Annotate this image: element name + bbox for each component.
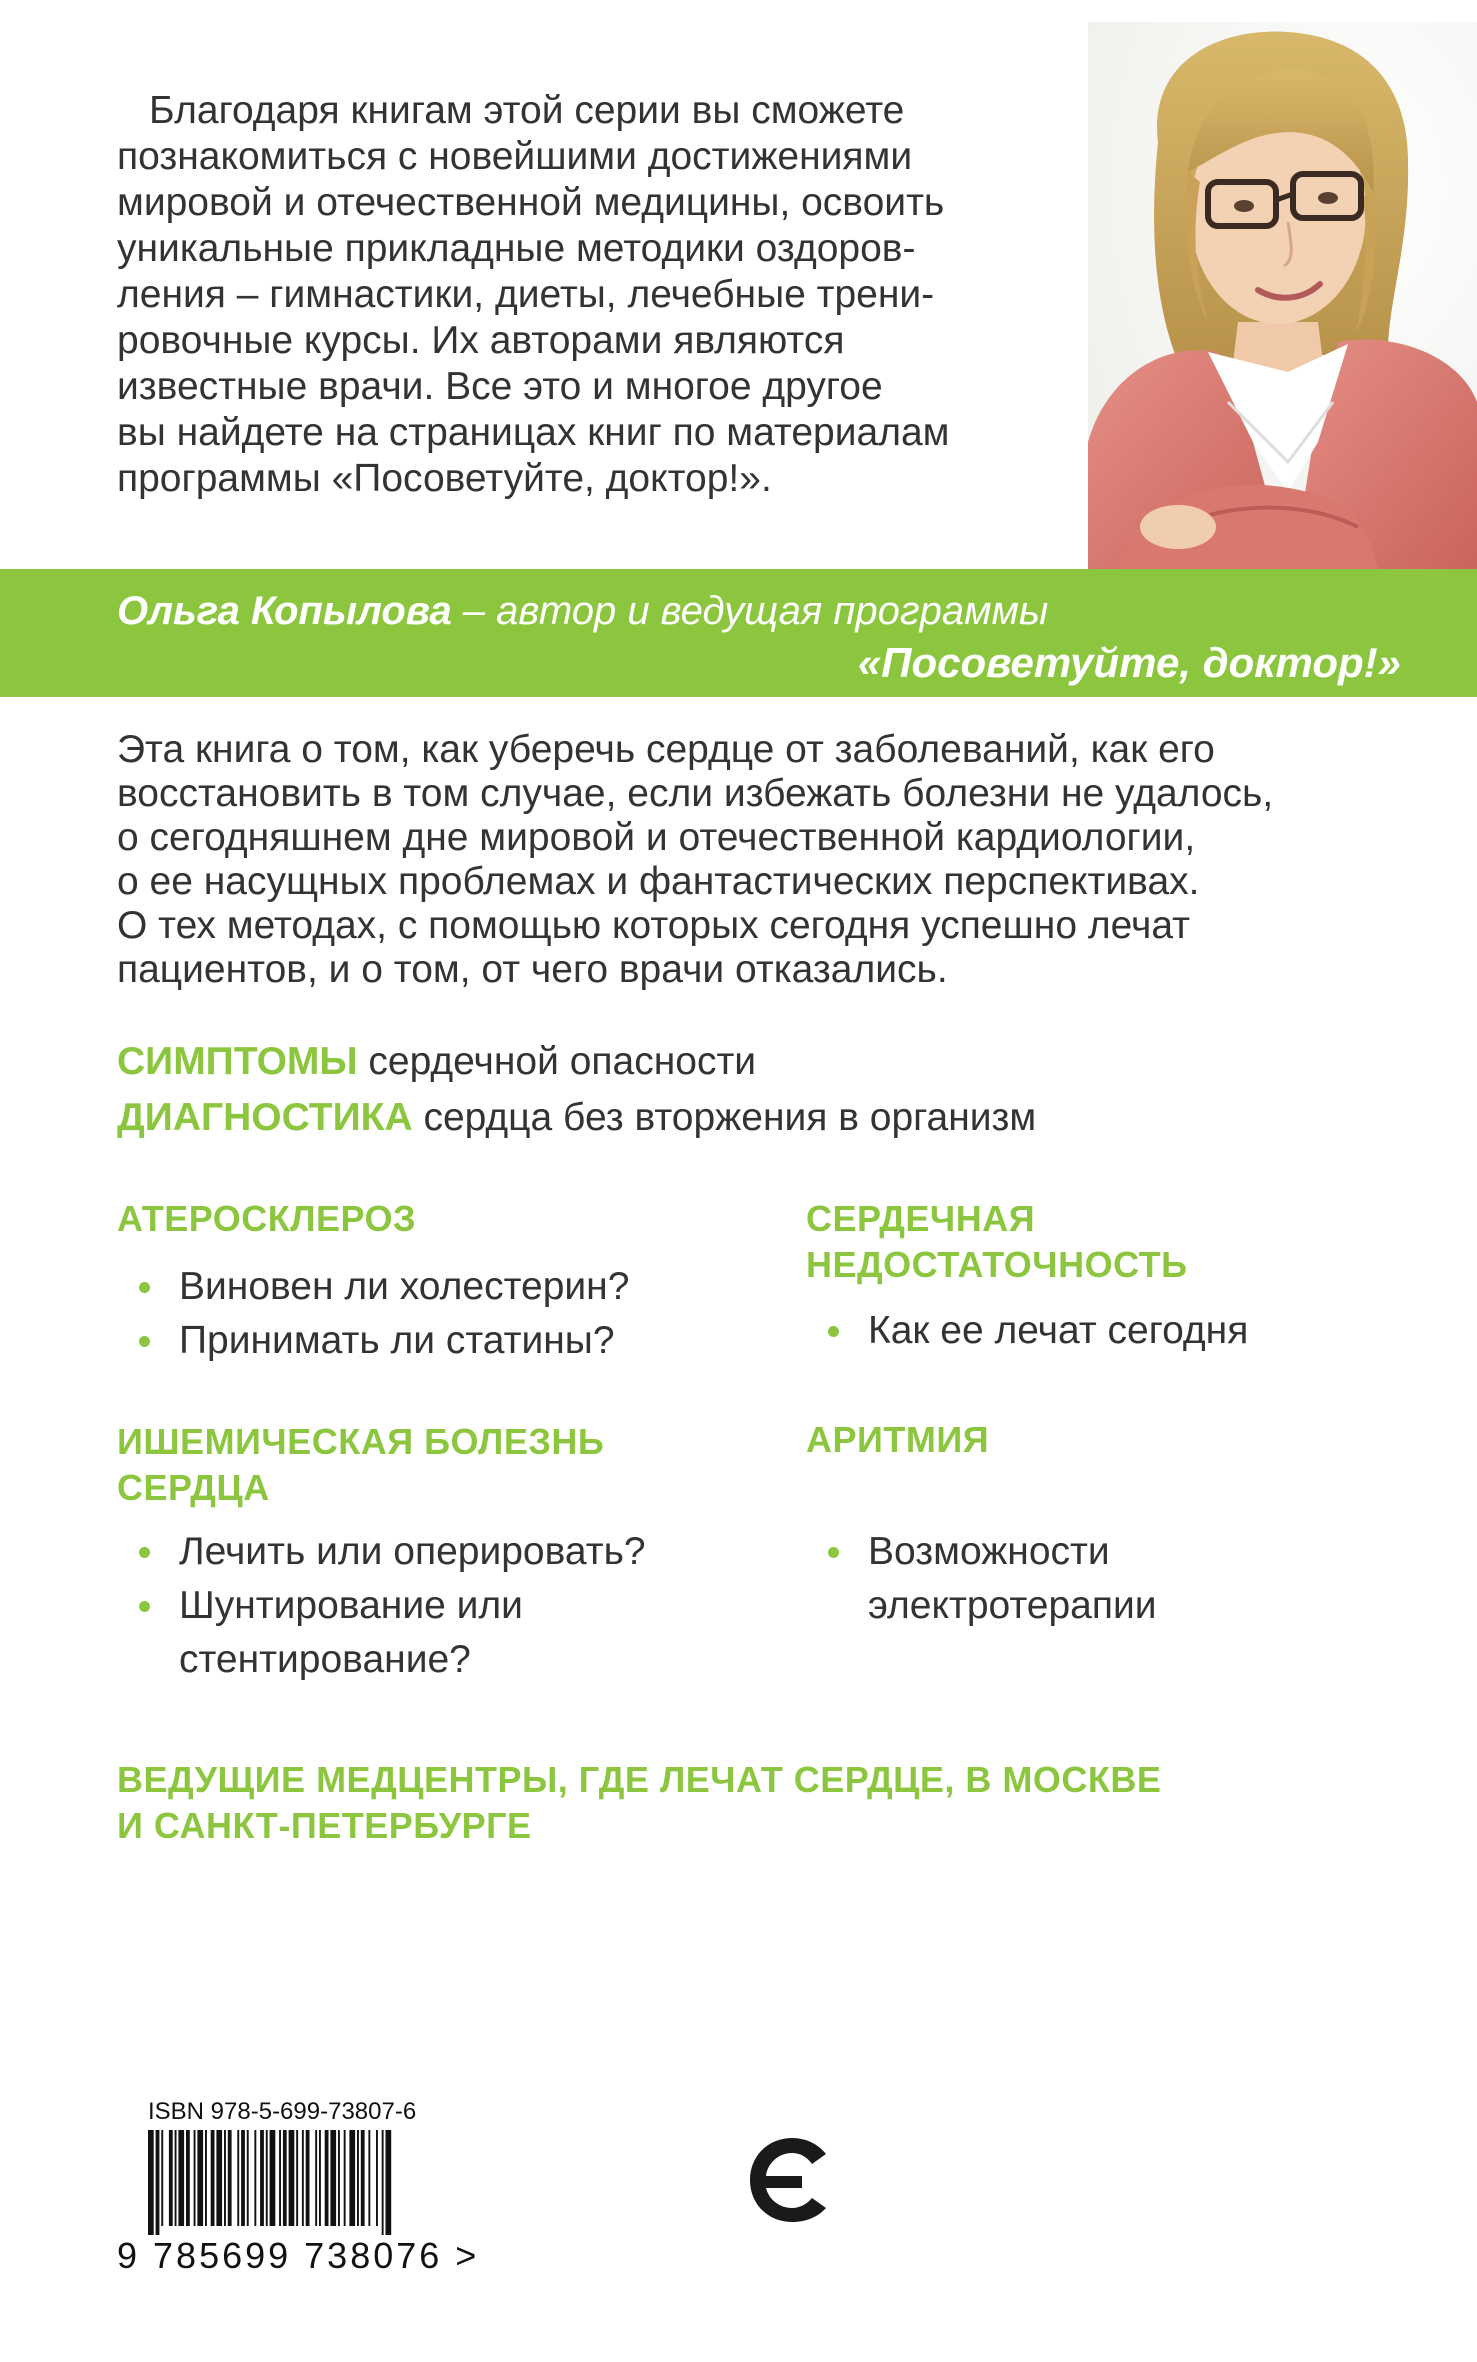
intro-line: вы найдете на страницах книг по материалам — [117, 411, 950, 454]
barcode-bar — [357, 2130, 359, 2226]
heading-line: АТЕРОСКЛЕРОЗ — [117, 1198, 417, 1239]
barcode-bar — [361, 2130, 365, 2226]
barcode-bar — [156, 2130, 160, 2235]
keyword-term: СИМПТОМЫ — [117, 1040, 358, 1083]
barcode-bar — [344, 2130, 346, 2226]
intro-line: познакомиться с новейшими достижениями — [117, 135, 913, 178]
bullet-list — [806, 1525, 1477, 1633]
section-heading — [117, 1419, 797, 1511]
bullet-icon — [828, 1547, 839, 1558]
item-text: Возможности — [868, 1530, 1110, 1573]
barcode-bar — [148, 2130, 154, 2235]
description-line: о сегодняшнем дне мировой и отечественной кардиологии, — [117, 816, 1196, 859]
list-item — [117, 1525, 797, 1579]
description-line: Эта книга о том, как уберечь сердце от заболеваний, как его — [117, 728, 1215, 771]
intro-line: Благодаря книгам этой серии вы сможете — [149, 89, 905, 132]
barcode-bar — [178, 2130, 184, 2226]
keyword-term: ДИАГНОСТИКА — [117, 1096, 413, 1139]
description-line: О тех методах, с помощью которых сегодня успешно лечат — [117, 904, 1191, 947]
heading-line: НЕДОСТАТОЧНОСТЬ — [806, 1244, 1188, 1285]
program-name: «Посоветуйте, доктор!» — [857, 639, 1401, 686]
barcode-bar — [386, 2130, 392, 2235]
barcode-bar — [279, 2130, 281, 2226]
barcode-bar — [186, 2130, 190, 2226]
barcode-bar — [315, 2130, 317, 2226]
bullet-icon — [139, 1601, 150, 1612]
medical-centers-heading — [117, 1757, 1161, 1849]
list-item — [806, 1304, 1477, 1358]
barcode-bar — [197, 2130, 203, 2226]
section-heart-failure — [806, 1196, 1477, 1358]
barcode-bar — [283, 2130, 287, 2226]
intro-line: мировой и отечественной медицины, освоить — [117, 181, 945, 224]
eksmo-logo-icon — [742, 2130, 842, 2230]
barcode-bar — [224, 2130, 226, 2226]
barcode-bar — [338, 2130, 340, 2226]
item-text: электротерапии — [868, 1584, 1157, 1627]
section-heading — [806, 1417, 1477, 1463]
barcode-bar — [205, 2130, 207, 2226]
bullet-icon — [828, 1326, 839, 1337]
description-line: восстановить в том случае, если избежать болезни не удалось, — [117, 772, 1274, 815]
list-item — [117, 1314, 797, 1368]
item-text: Шунтирование или — [179, 1584, 523, 1627]
bullet-icon — [139, 1282, 150, 1293]
keyword-rest: сердечной опасности — [357, 1040, 757, 1083]
barcode-bar — [306, 2130, 310, 2226]
barcode-bar — [247, 2130, 249, 2226]
barcode-bar — [216, 2130, 222, 2226]
barcode-bar — [254, 2130, 256, 2226]
bullet-list — [806, 1304, 1477, 1358]
bullet-list — [117, 1260, 797, 1368]
intro-paragraph — [117, 88, 1067, 502]
isbn-label: ISBN 978-5-699-73807-6 — [148, 2098, 417, 2125]
item-text: Лечить или оперировать? — [179, 1530, 646, 1573]
intro-line: ления – гимнастики, диеты, лечебные трени- — [117, 273, 935, 316]
barcode-bar — [289, 2130, 295, 2226]
barcode-bar — [325, 2130, 329, 2226]
barcode-bar — [161, 2130, 163, 2226]
intro-line: программы «Посоветуйте, доктор!». — [117, 457, 772, 500]
intro-line: ровочные курсы. Их авторами являются — [117, 319, 845, 362]
barcode-bar — [228, 2130, 232, 2226]
author-role: – автор и ведущая программы — [451, 589, 1049, 633]
bullet-icon — [139, 1336, 150, 1347]
barcode — [148, 2130, 448, 2235]
heading-line: СЕРДЕЧНАЯ — [806, 1198, 1036, 1239]
author-name: Ольга Копылова — [117, 589, 452, 633]
barcode-bar — [194, 2130, 196, 2226]
author-portrait — [1088, 22, 1477, 570]
barcode-bar — [237, 2130, 239, 2226]
section-ischemic — [117, 1419, 797, 1687]
section-heading — [806, 1196, 1477, 1288]
list-item — [117, 1260, 797, 1314]
author-band — [0, 569, 1477, 697]
list-item — [117, 1579, 797, 1687]
barcode-bar — [175, 2130, 177, 2226]
item-text: стентирование? — [179, 1638, 471, 1681]
item-text: Виновен ли холестерин? — [179, 1265, 630, 1308]
description-line: о ее насущных проблемах и фантастических перспективах. — [117, 860, 1200, 903]
barcode-bar — [169, 2130, 173, 2226]
barcode-bar — [266, 2130, 268, 2226]
barcode-bar — [330, 2130, 336, 2226]
description-line: пациентов, и о том, от чего врачи отказались. — [117, 948, 948, 991]
heading-line: СЕРДЦА — [117, 1467, 270, 1508]
heading-line: И САНКТ-ПЕТЕРБУРГЕ — [117, 1805, 532, 1846]
barcode-bar — [296, 2130, 298, 2226]
barcode-bar — [302, 2130, 304, 2226]
bullet-icon — [139, 1547, 150, 1558]
keyword-line — [117, 1040, 756, 1084]
barcode-bar — [382, 2130, 384, 2235]
section-atherosclerosis — [117, 1196, 797, 1368]
intro-line: известные врачи. Все это и многое другое — [117, 365, 883, 408]
section-heading — [117, 1196, 797, 1242]
keyword-line — [117, 1096, 1036, 1140]
heading-line: ИШЕМИЧЕСКАЯ БОЛЕЗНЬ — [117, 1421, 605, 1462]
list-item — [806, 1525, 1477, 1633]
book-description — [117, 728, 1417, 992]
barcode-bar — [260, 2130, 264, 2226]
barcode-bar — [368, 2130, 370, 2226]
heading-line: ВЕДУЩИЕ МЕДЦЕНТРЫ, ГДЕ ЛЕЧАТ СЕРДЦЕ, В МОСКВЕ — [117, 1759, 1162, 1800]
barcode-digits: 9 785699 738076 > — [117, 2235, 480, 2276]
barcode-bar — [241, 2130, 245, 2226]
barcode-bar — [319, 2130, 321, 2226]
item-text: Как ее лечат сегодня — [868, 1309, 1249, 1352]
barcode-bar — [211, 2130, 215, 2226]
barcode-bar — [376, 2130, 378, 2226]
heading-line: АРИТМИЯ — [806, 1419, 990, 1460]
intro-line: уникальные прикладные методики оздоров- — [117, 227, 916, 270]
author-credit — [117, 589, 1048, 634]
section-arrhythmia — [806, 1417, 1477, 1633]
barcode-bar — [270, 2130, 276, 2226]
keyword-rest: сердца без вторжения в организм — [412, 1096, 1037, 1139]
bullet-list — [117, 1525, 797, 1687]
barcode-bar — [349, 2130, 355, 2226]
item-text: Принимать ли статины? — [179, 1319, 615, 1362]
